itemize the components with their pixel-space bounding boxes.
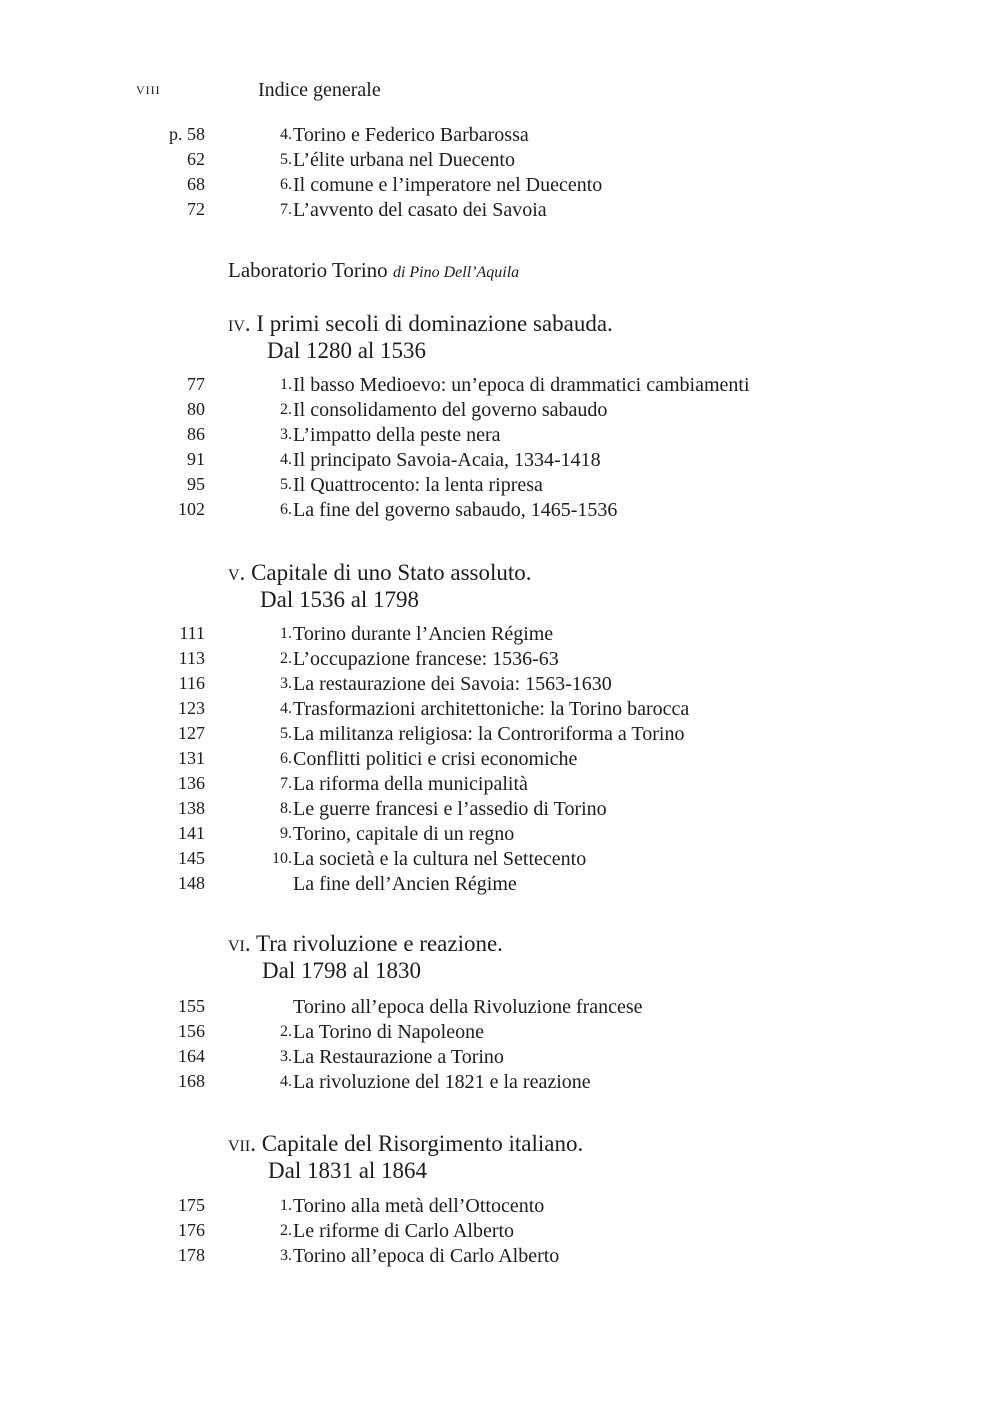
toc-page: 176 [178,1220,205,1240]
toc-number: 10. [272,850,292,867]
toc-entry[interactable] [0,623,1005,648]
toc-number: 6. [280,750,292,767]
toc-entry[interactable] [0,773,1005,798]
chapter-subtitle: Dal 1536 al 1798 [260,587,420,612]
toc-page: 62 [187,149,205,169]
toc-entry[interactable] [0,1195,1005,1220]
toc-title: La militanza religiosa: la Controriforma a Torino [293,723,685,745]
page-folio: viii [136,79,161,98]
toc-entry[interactable] [0,374,1005,399]
toc-title: Conflitti politici e crisi economiche [293,748,578,770]
toc-entry[interactable] [0,823,1005,848]
toc-title: La fine dell’Ancien Régime [293,873,517,895]
toc-number: 7. [280,201,292,218]
laboratorio-heading[interactable] [228,258,519,283]
toc-page: 145 [178,848,205,868]
toc-number: 3. [280,1247,292,1264]
toc-number: 1. [280,376,292,393]
toc-number: 4. [280,451,292,468]
toc-number: 6. [280,501,292,518]
toc-title: Il consolidamento del governo sabaudo [293,399,608,421]
toc-page: 131 [178,748,205,768]
toc-title: Trasformazioni architettoniche: la Torino barocca [293,698,690,720]
toc-entry[interactable] [0,1021,1005,1046]
toc-number: 7. [280,775,292,792]
toc-number: 2. [280,650,292,667]
toc-number: 1. [280,1197,292,1214]
toc-page: 175 [178,1195,205,1215]
toc-number: 3. [280,1048,292,1065]
toc-title: La rivoluzione del 1821 e la reazione [293,1071,591,1093]
toc-page: 123 [178,698,205,718]
chapter-subtitle: Dal 1831 al 1864 [268,1158,428,1183]
toc-page: 95 [187,474,205,494]
toc-entry[interactable] [0,1245,1005,1270]
toc-title: L’avvento del casato dei Savoia [293,199,547,221]
toc-title: L’impatto della peste nera [293,424,501,446]
toc-page: 178 [178,1245,205,1265]
chapter-heading-vii[interactable] [228,1130,583,1184]
toc-entry[interactable] [0,748,1005,773]
toc-entry[interactable] [0,723,1005,748]
toc-title: L’élite urbana nel Duecento [293,149,515,171]
toc-title: Il principato Savoia-Acaia, 1334-1418 [293,449,601,471]
toc-page: 113 [178,648,205,668]
toc-page: 141 [178,823,205,843]
toc-title: Torino all’epoca della Rivoluzione francese [293,996,643,1018]
toc-entry[interactable] [0,798,1005,823]
chapter-title: Capitale di uno Stato assoluto. [251,560,532,585]
toc-title: Le riforme di Carlo Alberto [293,1220,515,1242]
toc-number: 5. [280,725,292,742]
toc-entry[interactable] [0,698,1005,723]
toc-title: La riforma della municipalità [293,773,528,795]
laboratorio-title: Laboratorio Torino [228,258,388,282]
chapter-roman: vii. [228,1131,256,1156]
toc-entry[interactable] [0,424,1005,449]
toc-entry[interactable] [0,1046,1005,1071]
toc-title: Il basso Medioevo: un’epoca di drammatici cambiamenti [293,374,750,396]
toc-number: 5. [280,476,292,493]
toc-entry[interactable] [0,149,1005,174]
chapter-heading-v[interactable] [228,559,532,613]
toc-title: La fine del governo sabaudo, 1465-1536 [293,499,618,521]
toc-title: Torino, capitale di un regno [293,823,515,845]
chapter-heading-vi[interactable] [228,930,503,984]
toc-number: 4. [280,1073,292,1090]
toc-page: 102 [178,499,205,519]
toc-page: 91 [187,449,205,469]
toc-page: 138 [178,798,205,818]
toc-entry[interactable] [0,873,1005,898]
toc-page: 116 [178,673,205,693]
running-title: Indice generale [258,79,381,101]
toc-page: 77 [187,374,205,394]
chapter-subtitle: Dal 1280 al 1536 [267,338,427,363]
toc-entry[interactable] [0,648,1005,673]
toc-title: La Torino di Napoleone [293,1021,484,1043]
toc-entry[interactable] [0,399,1005,424]
toc-page: 72 [187,199,205,219]
toc-entry[interactable] [0,449,1005,474]
toc-page: 86 [187,424,205,444]
toc-number: 4. [280,126,292,143]
toc-page: 136 [178,773,205,793]
toc-page: 148 [178,873,205,893]
toc-number: 2. [280,401,292,418]
toc-entry[interactable] [0,1071,1005,1096]
toc-title: L’occupazione francese: 1536-63 [293,648,559,670]
toc-entry[interactable] [0,848,1005,873]
toc-title: Il Quattrocento: la lenta ripresa [293,474,543,496]
toc-number: 2. [280,1023,292,1040]
toc-title: La società e la cultura nel Settecento [293,848,587,870]
toc-number: 8. [280,800,292,817]
running-header [0,79,1005,109]
toc-number: 6. [280,176,292,193]
toc-number: 1. [280,625,292,642]
toc-number: 9. [280,825,292,842]
toc-number: 3. [280,675,292,692]
toc-number: 5. [280,151,292,168]
toc-page: 164 [178,1046,205,1066]
toc-entry[interactable] [0,474,1005,499]
toc-number: 3. [280,426,292,443]
toc-entry[interactable] [0,1220,1005,1245]
toc-entry[interactable] [0,199,1005,224]
chapter-roman: vi. [228,931,251,956]
toc-page: 68 [187,174,205,194]
toc-page: 127 [178,723,205,743]
toc-title: Torino all’epoca di Carlo Alberto [293,1245,560,1267]
toc-page: p. 58 [169,124,205,144]
chapter-roman: v. [228,560,246,585]
toc-page: 155 [178,996,205,1016]
toc-page: 156 [178,1021,205,1041]
chapter-roman: iv. [228,311,251,336]
chapter-title: Capitale del Risorgimento italiano. [261,1131,584,1156]
toc-entry[interactable] [0,673,1005,698]
chapter-title: I primi secoli di dominazione sabauda. [256,311,613,336]
toc-entry[interactable] [0,174,1005,199]
toc-page: 80 [187,399,205,419]
toc-title: Torino durante l’Ancien Régime [293,623,554,645]
toc-title: La restaurazione dei Savoia: 1563-1630 [293,673,612,695]
toc-title: Le guerre francesi e l’assedio di Torino [293,798,607,820]
chapter-subtitle: Dal 1798 al 1830 [262,958,422,983]
toc-number: 4. [280,700,292,717]
laboratorio-author: di Pino Dell’Aquila [392,264,520,281]
toc-title: Il comune e l’imperatore nel Duecento [293,174,603,196]
chapter-title: Tra rivoluzione e reazione. [255,931,503,956]
toc-title: Torino e Federico Barbarossa [293,124,529,146]
toc-entry[interactable] [0,499,1005,524]
chapter-heading-iv[interactable] [228,310,613,364]
toc-number: 2. [280,1222,292,1239]
toc-title: La Restaurazione a Torino [293,1046,504,1068]
toc-page: 111 [179,623,205,643]
toc-entry[interactable] [0,124,1005,149]
toc-page: 168 [178,1071,205,1091]
toc-title: Torino alla metà dell’Ottocento [293,1195,545,1217]
toc-entry[interactable] [0,996,1005,1021]
